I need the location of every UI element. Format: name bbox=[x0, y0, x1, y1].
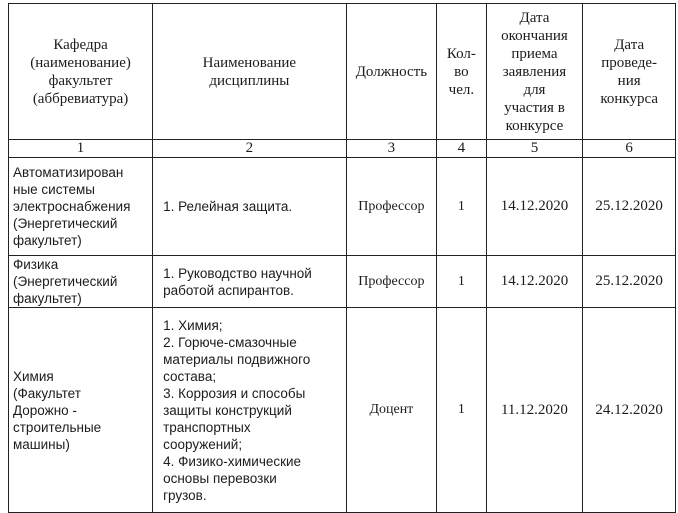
header-contest-date: Дата проведе- ния конкурса bbox=[583, 4, 676, 140]
header-count: Кол- во чел. bbox=[437, 4, 486, 140]
application-deadline-cell: 14.12.2020 bbox=[486, 256, 583, 308]
header-application-deadline: Дата окончания приема заявления для участия в конкурсе bbox=[486, 4, 583, 140]
table-row bbox=[9, 308, 676, 513]
table-row bbox=[9, 256, 676, 308]
vacancy-table bbox=[8, 3, 676, 513]
header-position: Должность bbox=[346, 4, 437, 140]
count-cell: 1 bbox=[437, 256, 486, 308]
discipline-cell: 1. Руководство научной работой аспирантов. bbox=[153, 256, 347, 308]
application-deadline-cell: 14.12.2020 bbox=[486, 158, 583, 256]
position-cell: Доцент bbox=[346, 308, 437, 513]
column-number: 4 bbox=[437, 140, 486, 158]
department-cell: Автоматизирован ные системы электроснабжения (Энергетический факультет) bbox=[9, 158, 153, 256]
position-cell: Профессор bbox=[346, 158, 437, 256]
header-department: Кафедра (наименование) факультет (аббревиатура) bbox=[9, 4, 153, 140]
header-row bbox=[9, 4, 676, 140]
department-cell: Физика (Энергетический факультет) bbox=[9, 256, 153, 308]
column-number: 1 bbox=[9, 140, 153, 158]
application-deadline-cell: 11.12.2020 bbox=[486, 308, 583, 513]
count-cell: 1 bbox=[437, 308, 486, 513]
discipline-cell: 1. Релейная защита. bbox=[153, 158, 347, 256]
department-cell: Химия (Факультет Дорожно - строительные машины) bbox=[9, 308, 153, 513]
column-number: 6 bbox=[583, 140, 676, 158]
column-number: 2 bbox=[153, 140, 347, 158]
header-discipline: Наименование дисциплины bbox=[153, 4, 347, 140]
contest-date-cell: 25.12.2020 bbox=[583, 158, 676, 256]
column-number: 3 bbox=[346, 140, 437, 158]
contest-date-cell: 24.12.2020 bbox=[583, 308, 676, 513]
table-row bbox=[9, 158, 676, 256]
count-cell: 1 bbox=[437, 158, 486, 256]
contest-date-cell: 25.12.2020 bbox=[583, 256, 676, 308]
position-cell: Профессор bbox=[346, 256, 437, 308]
discipline-cell: 1. Химия; 2. Горюче-смазочные материалы подвижного состава; 3. Коррозия и способы защиты конструкций транспортных сооружений; 4. Физико-химические основы перевозки грузов. bbox=[153, 308, 347, 513]
column-number-row bbox=[9, 140, 676, 158]
column-number: 5 bbox=[486, 140, 583, 158]
